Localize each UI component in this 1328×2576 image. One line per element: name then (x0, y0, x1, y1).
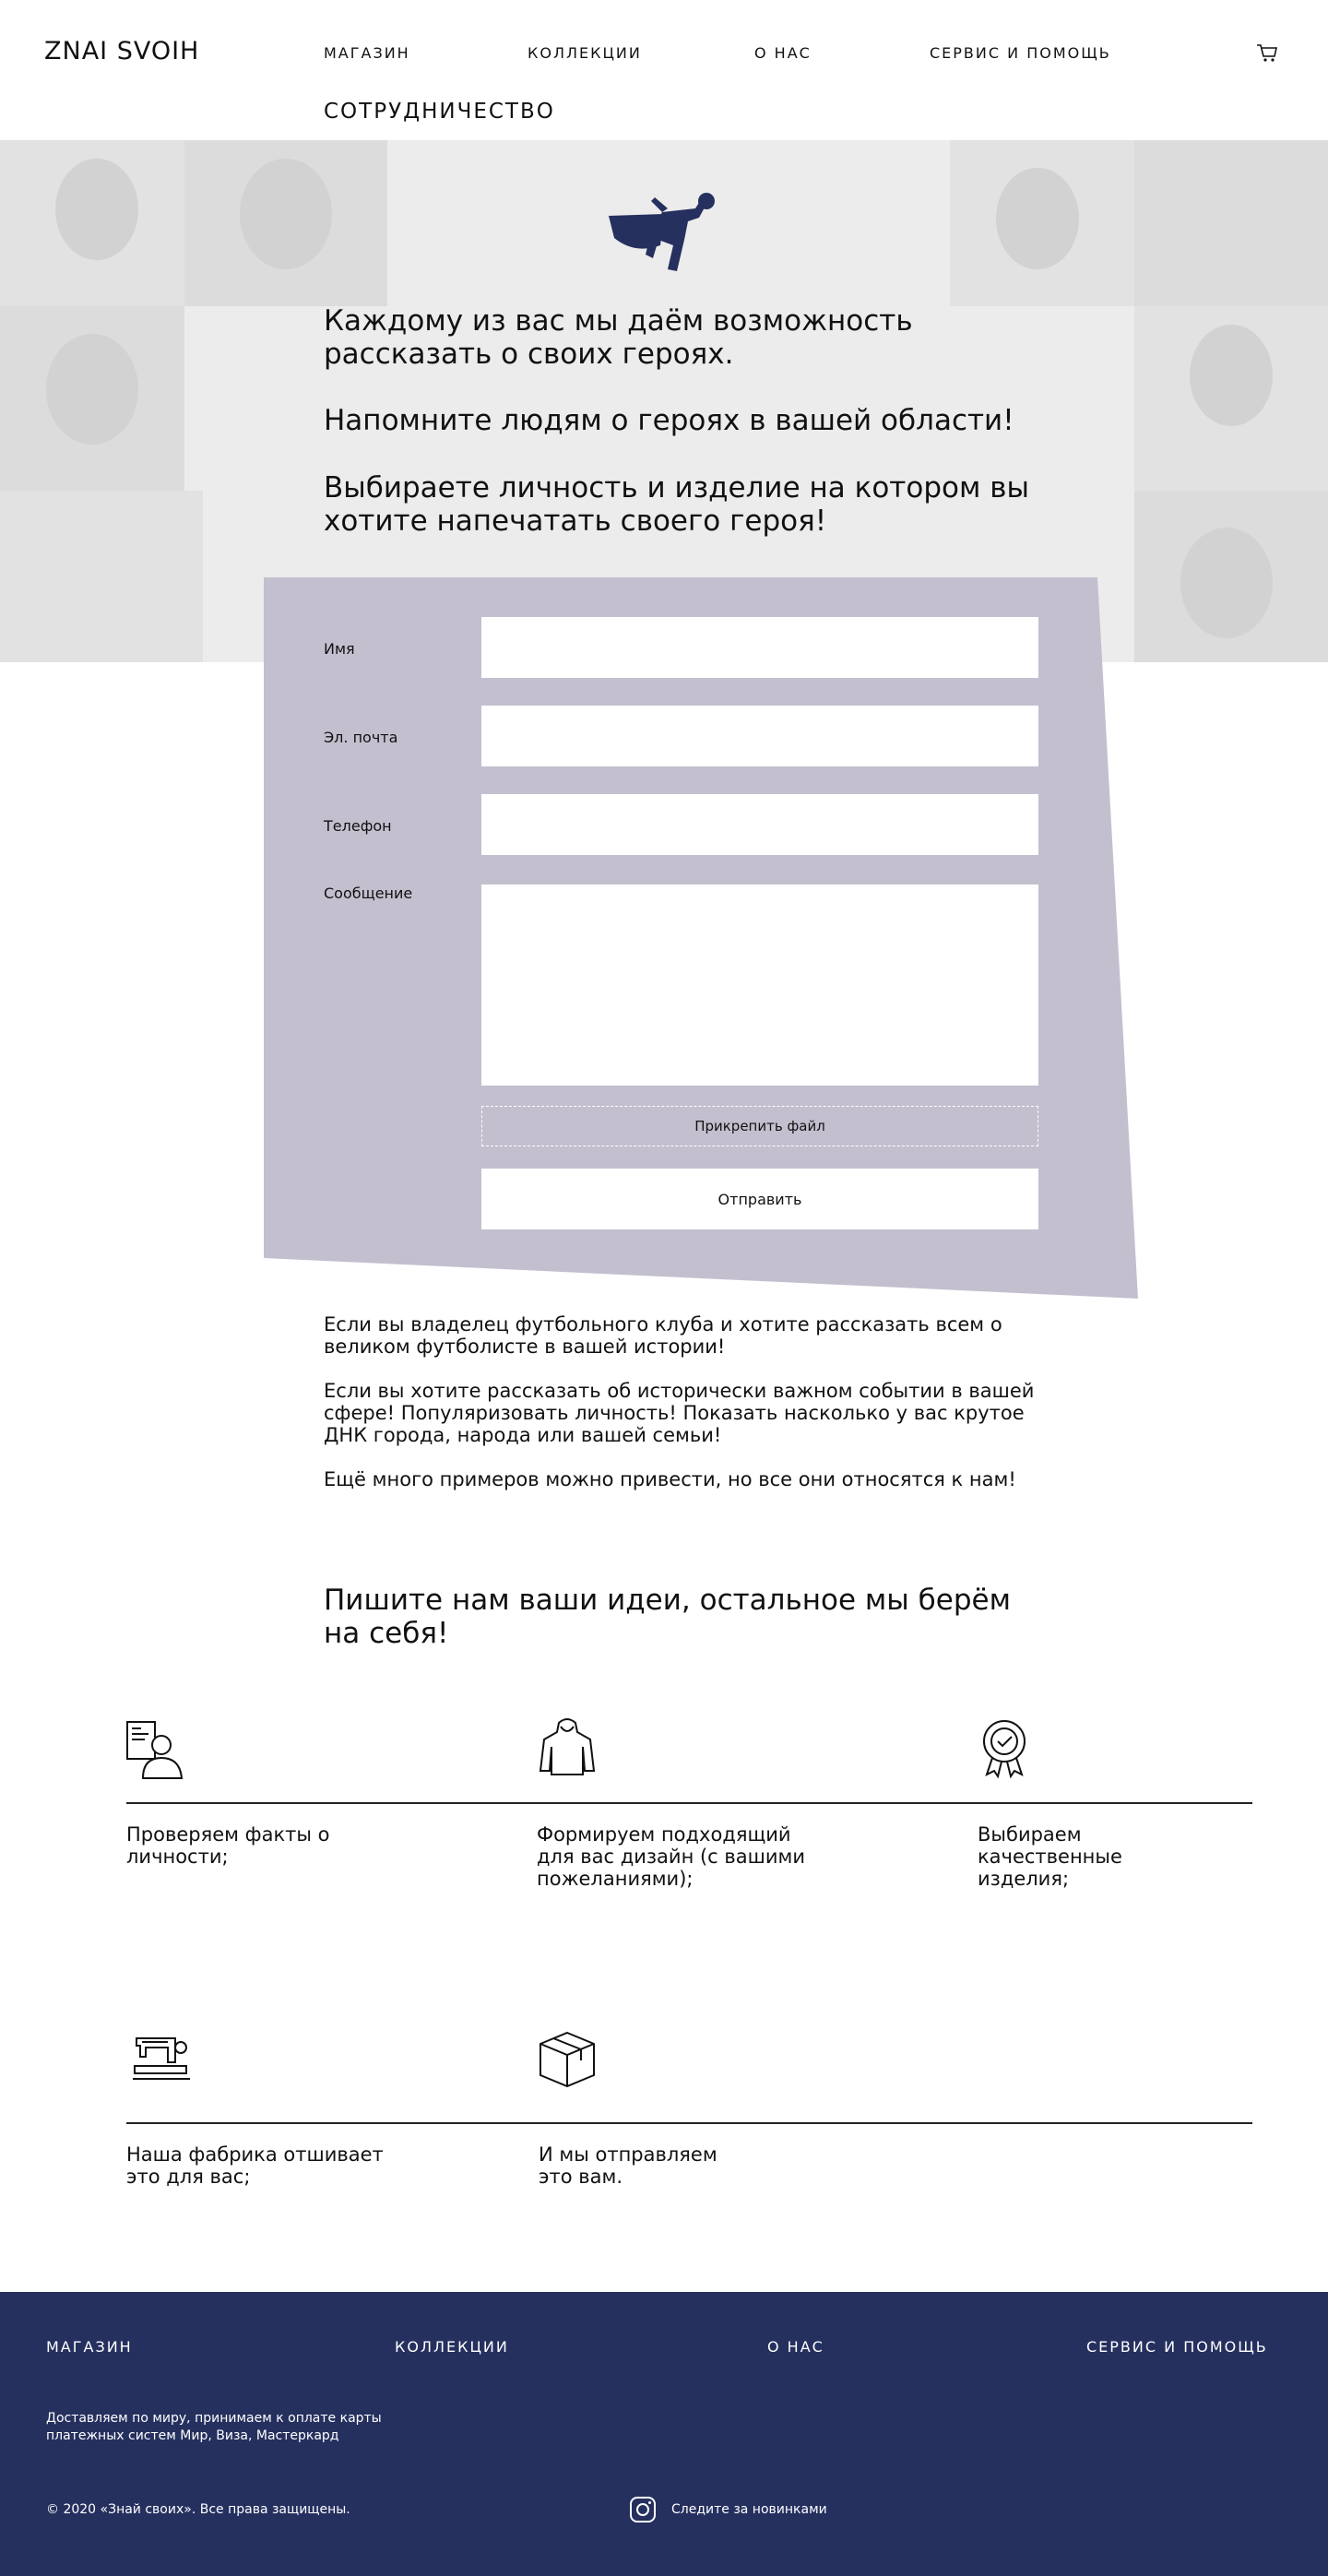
nav-about[interactable]: О НАС (754, 44, 812, 62)
name-input[interactable] (481, 617, 1038, 678)
message-label: Сообщение (324, 884, 413, 902)
hero-photo-face (46, 334, 138, 445)
feature-text-2: Формируем подходящий для вас дизайн (с вашими пожеланиями); (537, 1823, 805, 1890)
name-label: Имя (324, 640, 355, 658)
nav-shop[interactable]: МАГАЗИН (324, 44, 410, 62)
logo[interactable]: ZNAI SVOIH (44, 37, 200, 65)
email-label: Эл. почта (324, 729, 398, 746)
submit-button[interactable]: Отправить (481, 1169, 1038, 1229)
hero-photo-face (1180, 528, 1273, 638)
quality-badge-icon (974, 1717, 1035, 1778)
package-box-icon (537, 2029, 598, 2090)
footer-nav-collections[interactable]: КОЛЛЕКЦИИ (395, 2338, 509, 2356)
footer-copyright: © 2020 «Знай своих». Все права защищены. (46, 2502, 350, 2517)
body-paragraph-3: Ещё много примеров можно привести, но все они относятся к нам! (324, 1468, 1016, 1490)
footer-instagram-link[interactable]: Следите за новинками (671, 2502, 827, 2517)
nav-service[interactable]: СЕРВИС И ПОМОЩЬ (930, 44, 1111, 62)
hero-text-3: Выбираете личность и изделие на котором вы хотите напечатать своего героя! (324, 471, 1029, 538)
person-document-icon (125, 1719, 185, 1780)
feature-text-4: Наша фабрика отшивает это для вас; (126, 2143, 384, 2188)
feature-divider (126, 1802, 1252, 1804)
hero-photo-tile (0, 491, 203, 662)
site-header (0, 0, 1328, 140)
phone-label: Телефон (324, 817, 392, 835)
phone-input[interactable] (481, 794, 1038, 855)
attach-file-button[interactable]: Прикрепить файл (481, 1106, 1038, 1146)
footer-nav-shop[interactable]: МАГАЗИН (46, 2338, 133, 2356)
cart-icon[interactable] (1256, 42, 1278, 63)
sewing-machine-icon (131, 2025, 192, 2086)
site-footer (0, 2292, 1328, 2576)
feature-text-5: И мы отправляем это вам. (539, 2143, 717, 2188)
hero-photo-face (240, 159, 332, 269)
hero-text-2: Напомните людям о героях в вашей области! (324, 404, 1014, 437)
message-input[interactable] (481, 884, 1038, 1086)
hoodie-icon (537, 1715, 598, 1776)
feature-text-1: Проверяем факты о личности; (126, 1823, 330, 1868)
footer-nav-service[interactable]: СЕРВИС И ПОМОЩЬ (1086, 2338, 1268, 2356)
hero-photo-face (996, 168, 1079, 269)
feature-text-3: Выбираем качественные изделия; (978, 1823, 1122, 1890)
hero-photo-face (55, 159, 138, 260)
instagram-icon[interactable] (629, 2496, 657, 2523)
superhero-icon (607, 188, 719, 273)
nav-cooperation[interactable]: СОТРУДНИЧЕСТВО (324, 100, 555, 124)
email-input[interactable] (481, 706, 1038, 766)
nav-collections[interactable]: КОЛЛЕКЦИИ (528, 44, 642, 62)
hero-photo-tile (1134, 140, 1328, 306)
hero-text-1: Каждому из вас мы даём возможность рассказать о своих героях. (324, 304, 913, 371)
hero-photo-face (1190, 325, 1273, 426)
body-paragraph-2: Если вы хотите рассказать об исторически важном событии в вашей сфере! Популяризовать личность! Показать насколько у вас крутое ДНК города, народа или вашей семьи! (324, 1380, 1035, 1446)
body-paragraph-1: Если вы владелец футбольного клуба и хотите рассказать всем о великом футболисте в вашей истории! (324, 1313, 1002, 1358)
footer-nav-about[interactable]: О НАС (767, 2338, 824, 2356)
footer-delivery-text: Доставляем по миру, принимаем к оплате карты платежных систем Мир, Виза, Мастеркард (46, 2411, 382, 2443)
ideas-heading: Пишите нам ваши идеи, остальное мы берём на себя! (324, 1584, 1011, 1650)
feature-divider (126, 2122, 1252, 2124)
